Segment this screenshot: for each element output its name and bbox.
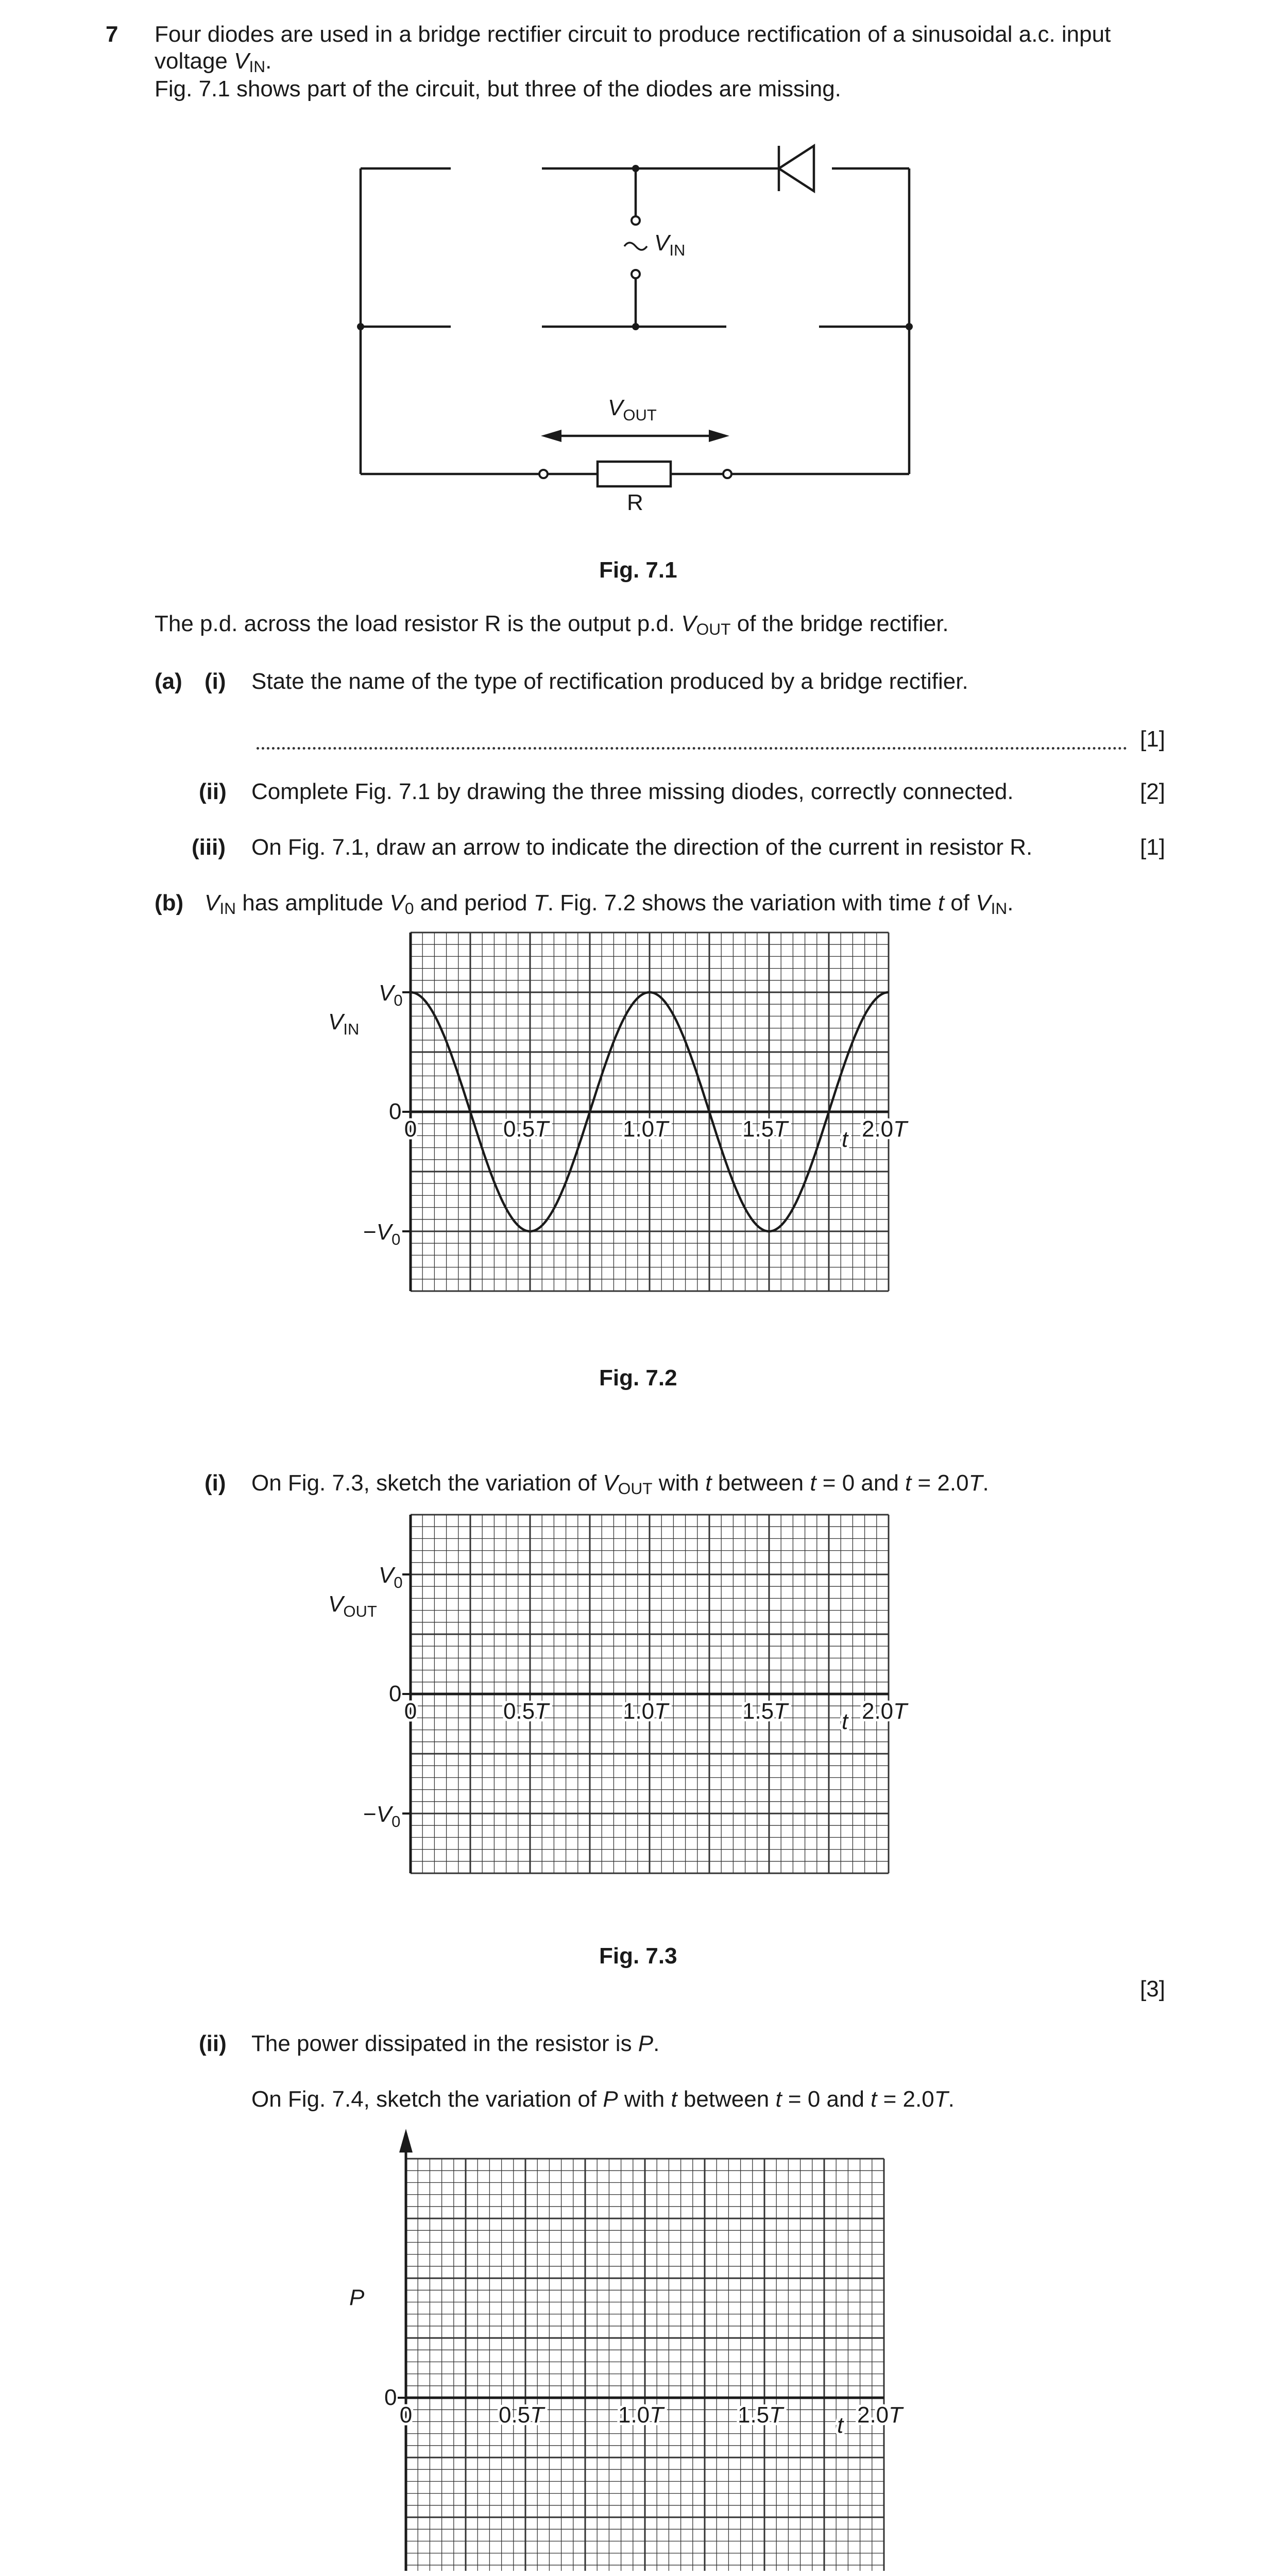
circuit-diagram bbox=[0, 0, 1278, 567]
fig74-graph[interactable] bbox=[309, 2128, 979, 2571]
vout-terminal-right bbox=[723, 470, 731, 478]
y-tick-label-v0: $V_0$ bbox=[379, 1563, 403, 1591]
y-tick-label-neg-v0: $-V_0$ bbox=[363, 1802, 401, 1831]
part-a-i-label: (i) bbox=[205, 669, 226, 694]
y-axis-label: P bbox=[349, 2285, 365, 2310]
y-tick-label-v0: $V_0$ bbox=[379, 980, 403, 1009]
resistor-r bbox=[598, 462, 671, 486]
junction-dot bbox=[357, 323, 364, 330]
intro-line-2: voltage $V_{IN}$. bbox=[155, 48, 272, 76]
x-tick-label: 1.5T bbox=[742, 1116, 788, 1142]
fig71-caption: Fig. 7.1 bbox=[599, 557, 677, 583]
part-b-intro: $V_{IN}$ has amplitude $V_0$ and period T. Fig. 7.2 shows the variation with time t of $V_{IN}$. bbox=[205, 890, 1014, 918]
fig72-graph bbox=[309, 927, 979, 1340]
x-tick-label: 2.0T bbox=[861, 1116, 908, 1142]
load-resistor-text: The p.d. across the load resistor R is the output p.d. $V_{OUT}$ of the bridge rectifier. bbox=[155, 611, 949, 638]
marks: [2] bbox=[1140, 779, 1165, 804]
x-tick-label: 0.5T bbox=[498, 2402, 544, 2428]
x-tick-label: 0.5T bbox=[503, 1116, 549, 1142]
x-tick-label: 0 bbox=[404, 1116, 417, 1142]
marks: [1] bbox=[1140, 835, 1165, 860]
part-a-label: (a) bbox=[155, 669, 182, 694]
x-tick-label: 2.0T bbox=[861, 1699, 908, 1724]
junction-dot bbox=[632, 323, 639, 330]
y-tick-label-zero: 0 bbox=[389, 1099, 402, 1124]
t-axis-label: t bbox=[837, 2413, 844, 2438]
x-tick-label: 1.0T bbox=[618, 2402, 664, 2428]
part-a-ii-text: Complete Fig. 7.1 by drawing the three missing diodes, correctly connected. bbox=[251, 779, 1014, 804]
intro-line-1: Four diodes are used in a bridge rectifier circuit to produce rectification of a sinusoidal a.c. input bbox=[155, 22, 1111, 47]
part-b-ii-label: (ii) bbox=[199, 2031, 227, 2056]
y-axis-label: $V_{IN}$ bbox=[328, 1009, 360, 1038]
x-tick-label: 1.5T bbox=[742, 1699, 788, 1724]
x-tick-label: 1.0T bbox=[622, 1116, 669, 1142]
intro-line-3: Fig. 7.1 shows part of the circuit, but three of the diodes are missing. bbox=[155, 76, 841, 101]
x-tick-label: 2.0T bbox=[857, 2402, 903, 2428]
question-number: 7 bbox=[106, 22, 118, 47]
y-tick-label-zero: 0 bbox=[384, 2385, 397, 2410]
part-a-iii-label: (iii) bbox=[192, 835, 226, 860]
y-tick-label-neg-v0: $-V_0$ bbox=[363, 1219, 401, 1248]
resistor-label: R bbox=[627, 490, 643, 515]
part-b-ii-text-1: The power dissipated in the resistor is P. bbox=[251, 2031, 660, 2056]
x-tick-label: 0 bbox=[404, 1699, 417, 1724]
fig73-caption: Fig. 7.3 bbox=[599, 1943, 677, 1969]
x-tick-label: 1.5T bbox=[737, 2402, 783, 2428]
vout-terminal-left bbox=[539, 470, 548, 478]
t-axis-label: t bbox=[842, 1709, 848, 1734]
y-axis-arrow bbox=[399, 2129, 413, 2153]
vout-label: $V_{OUT}$ bbox=[608, 395, 657, 424]
vin-label: $V_{IN}$ bbox=[654, 230, 686, 259]
part-b-i-text: On Fig. 7.3, sketch the variation of $V_{OUT}$ with t between t = 0 and t = 2.0T. bbox=[251, 1470, 989, 1498]
fig72-caption: Fig. 7.2 bbox=[599, 1365, 677, 1391]
t-axis-label: t bbox=[842, 1127, 848, 1152]
vin-terminal-bottom bbox=[632, 270, 640, 278]
part-a-iii-text: On Fig. 7.1, draw an arrow to indicate the direction of the current in resistor R. bbox=[251, 835, 1033, 860]
part-a-ii-label: (ii) bbox=[199, 779, 227, 804]
junction-dot bbox=[632, 165, 639, 172]
junction-dot bbox=[906, 323, 913, 330]
part-a-i-text: State the name of the type of rectification produced by a bridge rectifier. bbox=[251, 669, 968, 694]
part-b-i-label: (i) bbox=[205, 1470, 226, 1496]
answer-line[interactable] bbox=[257, 747, 1127, 750]
x-tick-label: 1.0T bbox=[622, 1699, 669, 1724]
part-b-ii-text-2: On Fig. 7.4, sketch the variation of P with t between t = 0 and t = 2.0T. bbox=[251, 2087, 955, 2112]
y-axis-label: $V_{OUT}$ bbox=[328, 1591, 377, 1620]
marks: [1] bbox=[1140, 726, 1165, 752]
y-tick-label-zero: 0 bbox=[389, 1681, 402, 1706]
fig73-graph[interactable] bbox=[309, 1510, 979, 1922]
part-b-label: (b) bbox=[155, 890, 184, 916]
diode-symbol bbox=[779, 146, 814, 191]
vin-terminal-top bbox=[632, 216, 640, 225]
x-tick-label: 0 bbox=[399, 2402, 413, 2428]
x-tick-label: 0.5T bbox=[503, 1699, 549, 1724]
marks: [3] bbox=[1140, 1976, 1165, 2002]
